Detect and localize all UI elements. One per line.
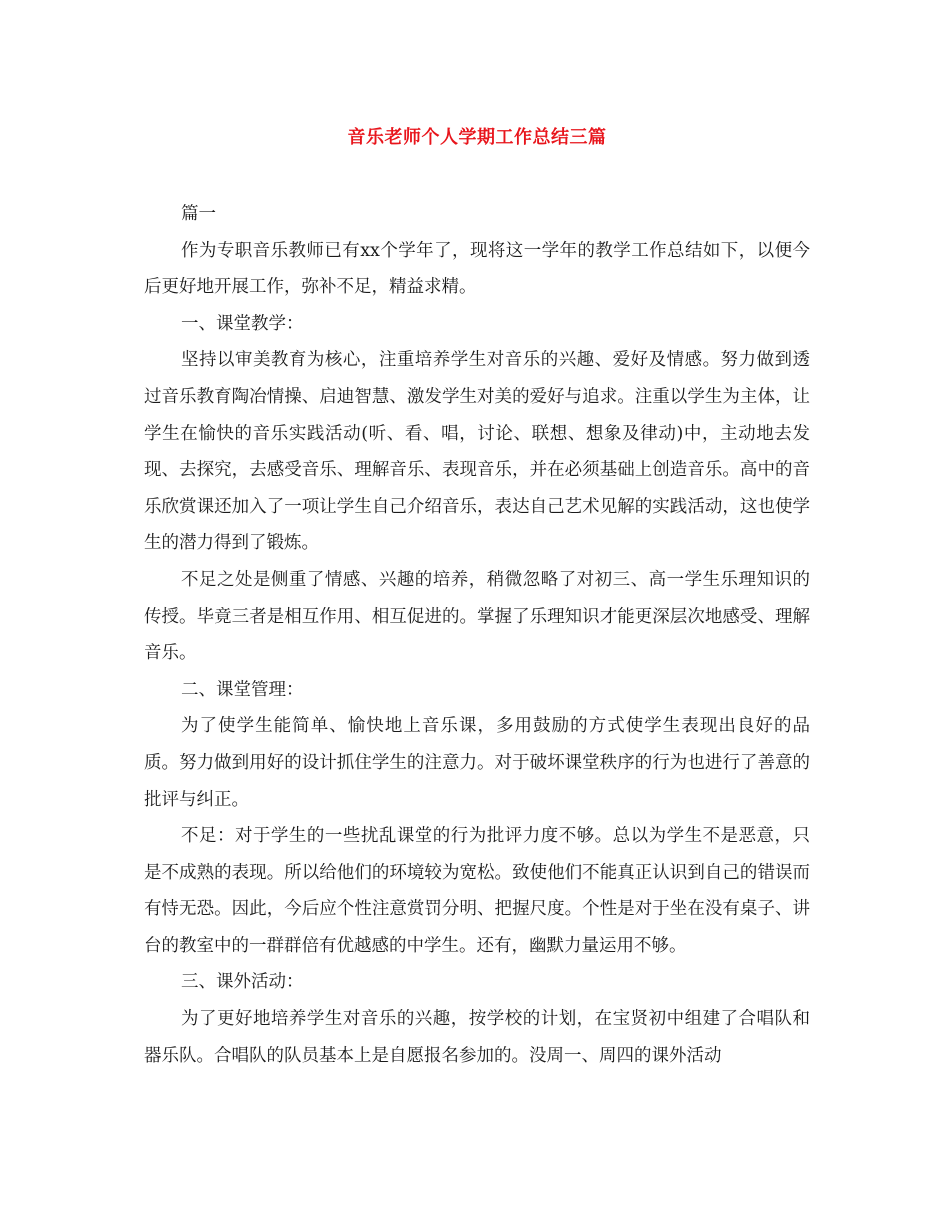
section-heading-part-one: 篇一 xyxy=(181,204,216,224)
section-heading-extracurricular: 三、课外活动： xyxy=(181,972,304,993)
paragraph-management-shortcomings: 不足：对于学生的一些扰乱课堂的行为批评力度不够。总以为学生不是恶意，只是不成熟的表现。所以给他们的环境较为宽松。致使他们不能真正认识到自己的错误而有恃无恐。因此，今后应个性注意赏罚分明、把握尺度。个性是对于坐在没有桌子、讲台的教室中的一群群倍有优越感的中学生。还有，幽默力量运用不够。 xyxy=(144,826,810,956)
paragraph-classroom-teaching: 坚持以审美教育为核心，注重培养学生对音乐的兴趣、爱好及情感。努力做到透过音乐教育陶冶情操、启迪智慧、激发学生对美的爱好与追求。注重以学生为主体，让学生在愉快的音乐实践活动(听、看、唱，讨论、联想、想象及律动)中，主动地去发现、去探究，去感受音乐、理解音乐、表现音乐，并在必须基础上创造音乐。高中的音乐欣赏课还加入了一项让学生自己介绍音乐，表达自己艺术见解的实践活动，这也使学生的潜力得到了锻炼。 xyxy=(144,350,810,554)
document-body xyxy=(144,196,810,1074)
paragraph-classroom-management: 为了使学生能简单、愉快地上音乐课，多用鼓励的方式使学生表现出良好的品质。努力做到用好的设计抓住学生的注意力。对于破坏课堂秩序的行为也进行了善意的批评与纠正。 xyxy=(144,716,810,810)
paragraph-teaching-shortcomings: 不足之处是侧重了情感、兴趣的培养，稍微忽略了对初三、高一学生乐理知识的传授。毕竟三者是相互作用、相互促进的。掌握了乐理知识才能更深层次地感受、理解音乐。 xyxy=(144,569,810,664)
section-heading-classroom-teaching: 一、课堂教学： xyxy=(181,313,304,334)
document-title: 音乐老师个人学期工作总结三篇 xyxy=(347,127,607,148)
section-heading-classroom-management: 二、课堂管理： xyxy=(181,679,304,700)
paragraph-extracurricular: 为了更好地培养学生对音乐的兴趣，按学校的计划，在宝贤初中组建了合唱队和器乐队。合唱队的队员基本上是自愿报名参加的。没周一、周四的课外活动 xyxy=(144,1009,810,1066)
paragraph-intro: 作为专职音乐教师已有xx个学年了，现将这一学年的教学工作总结如下，以便今后更好地开展工作，弥补不足，精益求精。 xyxy=(144,240,810,298)
